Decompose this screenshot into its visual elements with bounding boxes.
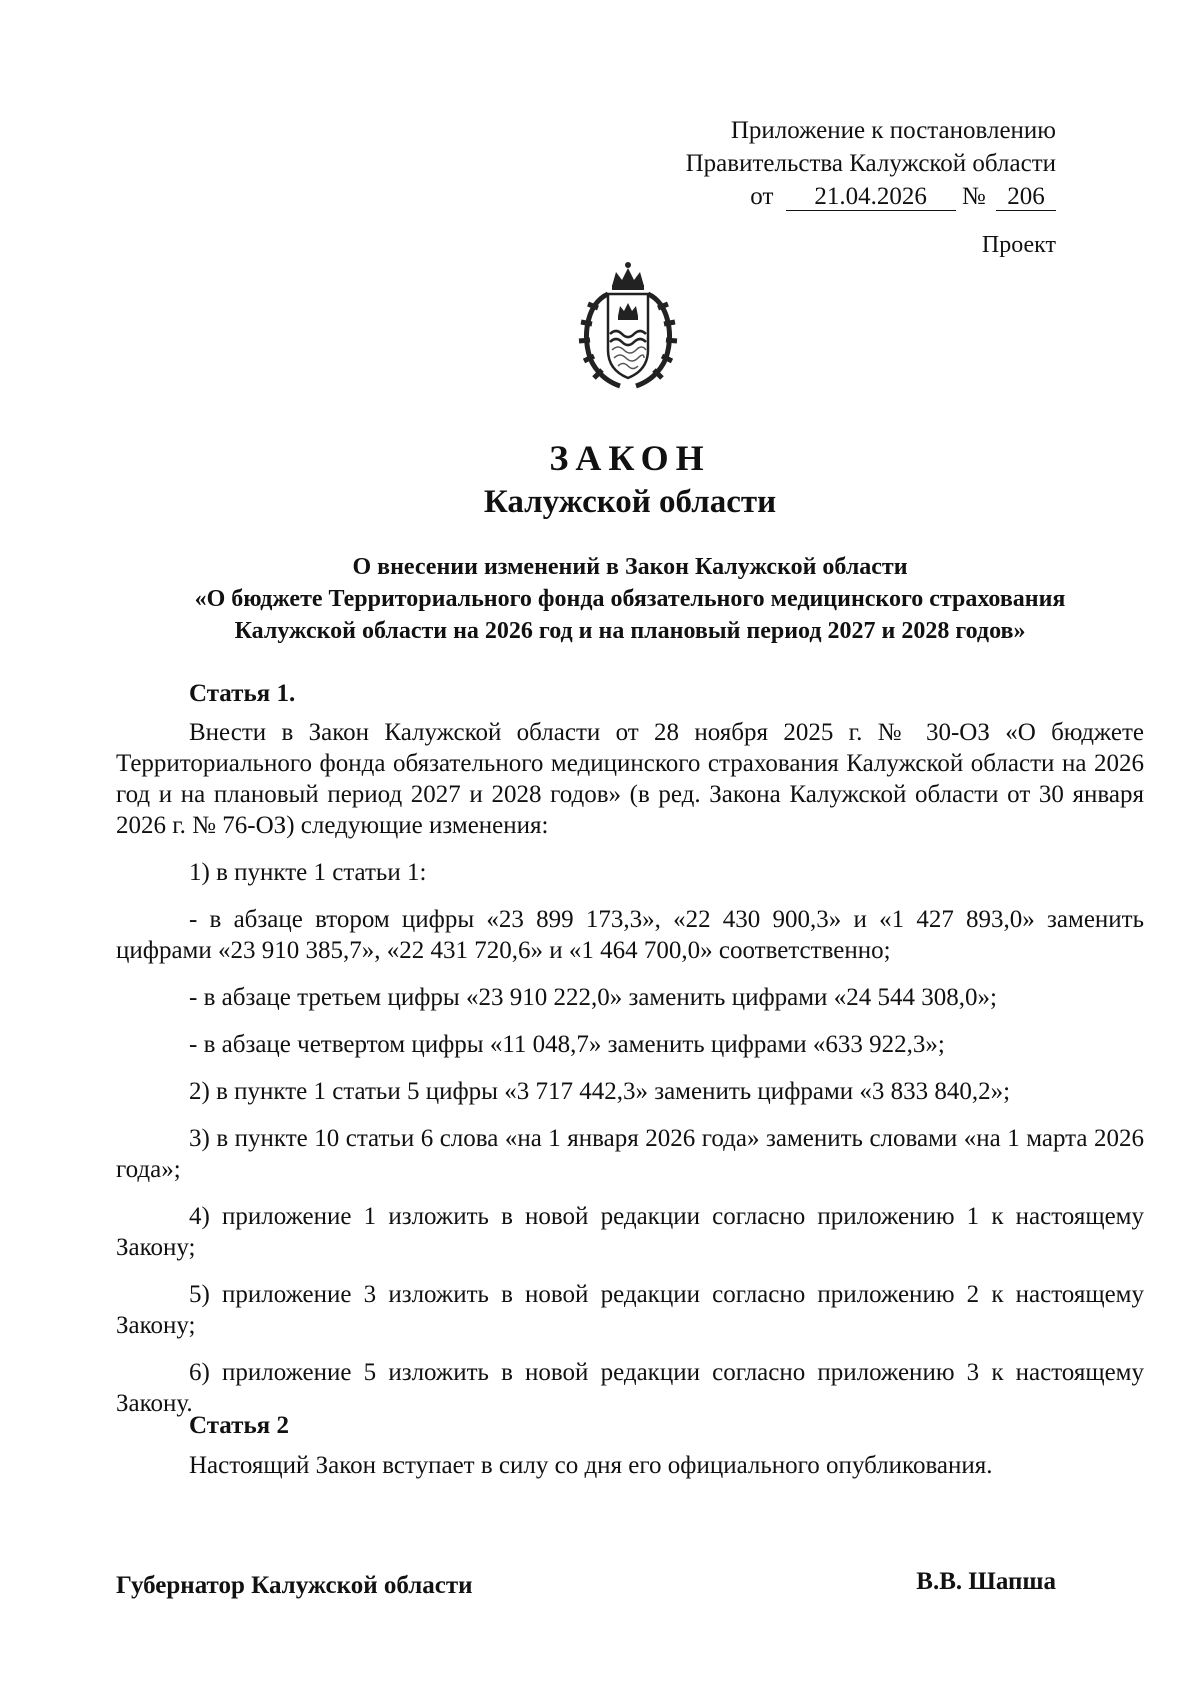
article-1-item: - в абзаце втором цифры «23 899 173,3», «22 430 900,3» и «1 427 893,0» заменить цифрами «23 910 385,7», «22 431 720,6» и «1 464 700,0» соответственно; — [116, 906, 1144, 964]
number-prefix: № — [961, 183, 986, 210]
article-1-item: 2) в пункте 1 статьи 5 цифры «3 717 442,3» заменить цифрами «3 833 840,2»; — [189, 1078, 1011, 1105]
appendix-line-2: Правительства Калужской области — [685, 150, 1056, 177]
article-1-item: 5) приложение 3 изложить в новой редакции согласно приложению 2 к настоящему Закону; — [116, 1281, 1144, 1339]
article-1-item: 4) приложение 1 изложить в новой редакции согласно приложению 1 к настоящему Закону; — [116, 1203, 1144, 1261]
appendix-header — [686, 114, 1056, 213]
act-title — [120, 551, 1140, 647]
resolution-date: 21.04.2026 — [786, 184, 956, 211]
appendix-line-1: Приложение к постановлению — [730, 117, 1056, 144]
article-1-item: 3) в пункте 10 статьи 6 слова «на 1 января 2026 года» заменить словами «на 1 марта 2026 года»; — [116, 1125, 1144, 1183]
article-2-text: Настоящий Закон вступает в силу со дня его официального опубликования. — [189, 1452, 993, 1479]
draft-label: Проект — [981, 232, 1056, 258]
date-prefix: от — [750, 183, 774, 210]
article-1-item: 6) приложение 5 изложить в новой редакции согласно приложению 3 к настоящему Закону. — [116, 1359, 1144, 1417]
appendix-date-line — [686, 180, 1056, 213]
law-subtitle: Калужской области — [483, 484, 777, 520]
resolution-number: 206 — [996, 184, 1056, 211]
act-title-line-2: «О бюджете Территориального фонда обязательного медицинского страхования — [194, 586, 1066, 612]
article-2-body — [116, 1450, 1144, 1481]
article-1-item: - в абзаце четвертом цифры «11 048,7» заменить цифрами «633 922,3»; — [189, 1031, 945, 1058]
article-1-intro: Внести в Закон Калужской области от 28 ноября 2025 г. № 30-ОЗ «О бюджете Территориального фонда обязательного медицинского страхования Калужской области на 2026 год и на плановый период 2027 и 2028 годов» (в ред. Закона Калужской области от 30 января 2026 г. № 76-ОЗ) следующие изменения: — [116, 719, 1144, 839]
act-title-line-1: О внесении изменений в Закон Калужской области — [352, 554, 908, 580]
article-1-body — [116, 717, 1144, 1419]
act-title-line-3: Калужской области на 2026 год и на плановый период 2027 и 2028 годов» — [234, 618, 1026, 644]
article-1-heading: Статья 1. — [189, 680, 296, 707]
kaluga-coat-of-arms-icon — [568, 258, 688, 393]
signatory-name: В.В. Шапша — [916, 1568, 1056, 1595]
article-1-item: 1) в пункте 1 статьи 1: — [189, 859, 427, 886]
article-2-heading: Статья 2 — [189, 1412, 289, 1439]
law-title: ЗАКОН — [549, 438, 711, 478]
signatory-position: Губернатор Калужской области — [116, 1572, 473, 1599]
article-1-item: - в абзаце третьем цифры «23 910 222,0» заменить цифрами «24 544 308,0»; — [189, 984, 997, 1011]
